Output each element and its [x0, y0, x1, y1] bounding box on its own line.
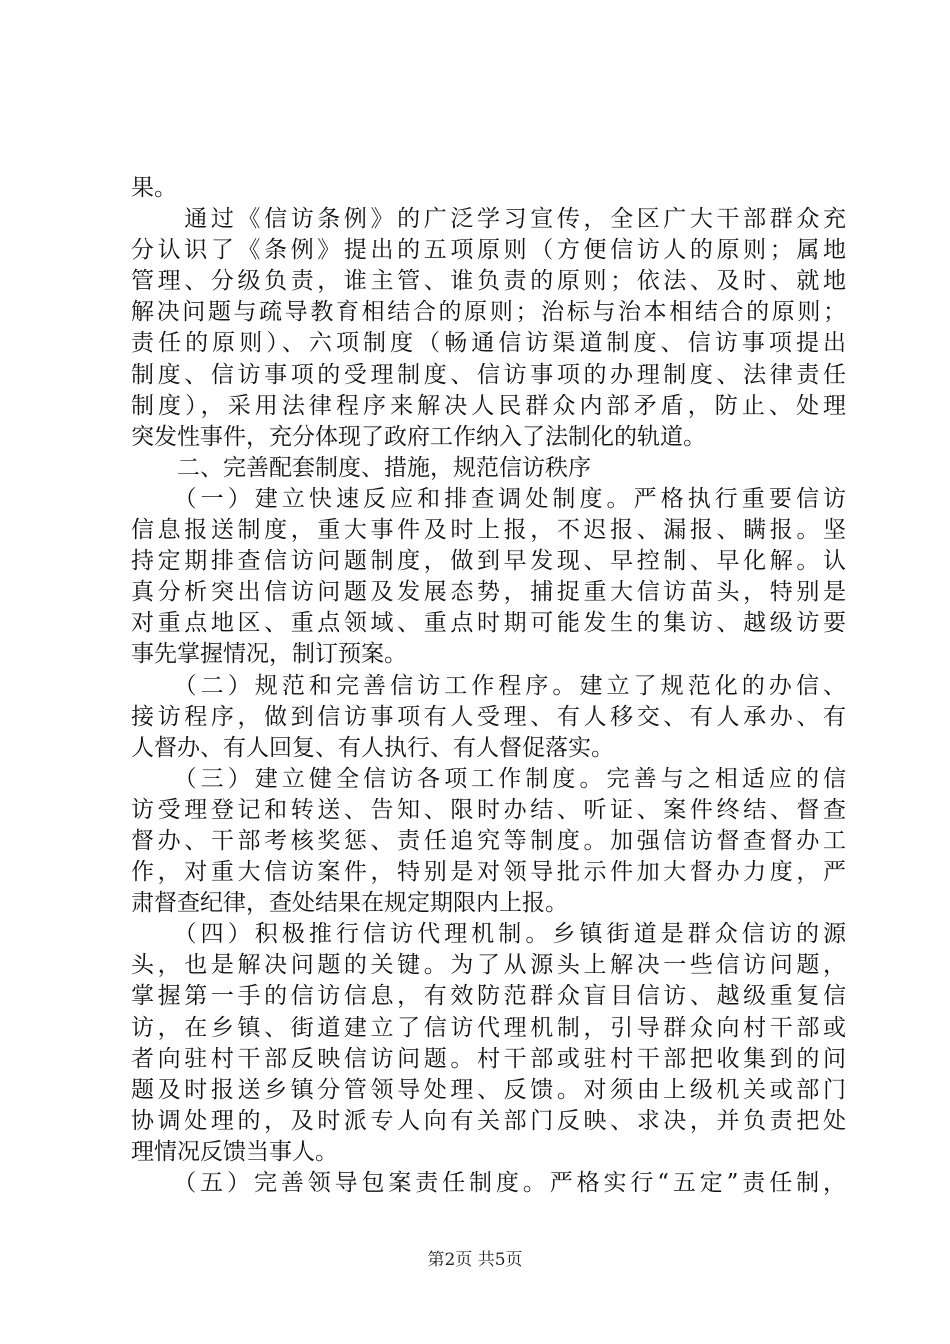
text-line: （一）建立快速反应和排查调处制度。严格执行重要信访 [131, 485, 846, 512]
text-line: 掌握第一手的信访信息，有效防范群众盲目信访、越级重复信 [131, 983, 846, 1010]
text-line: 二、完善配套制度、措施，规范信访秩序 [131, 454, 591, 481]
text-line: 接访程序，做到信访事项有人受理、有人移交、有人承办、有 [131, 703, 846, 730]
text-line: 真分析突出信访问题及发展态势，捕捉重大信访苗头，特别是 [131, 579, 846, 606]
text-line: 责任的原则）、六项制度（畅通信访渠道制度、信访事项提出 [131, 330, 846, 357]
text-line: 头，也是解决问题的关键。为了从源头上解决一些信访问题， [131, 952, 846, 979]
text-line: 肃督查纪律，查处结果在规定期限内上报。 [131, 890, 568, 917]
text-line: 分认识了《条例》提出的五项原则（方便信访人的原则；属地 [131, 237, 846, 264]
text-line: 访受理登记和转送、告知、限时办结、听证、案件终结、督查 [131, 796, 846, 823]
text-line: 突发性事件，充分体现了政府工作纳入了法制化的轨道。 [131, 423, 706, 450]
text-line: 人督办、有人回复、有人执行、有人督促落实。 [131, 734, 614, 761]
text-line: （五）完善领导包案责任制度。严格实行“五定”责任制， [131, 1170, 846, 1196]
text-line: 管理、分级负责，谁主管、谁负责的原则；依法、及时、就地 [131, 268, 846, 295]
text-line: 作，对重大信访案件，特别是对领导批示件加大督办力度，严 [131, 859, 846, 886]
text-line: 协调处理的，及时派专人向有关部门反映、求决，并负责把处 [131, 1107, 846, 1134]
text-line: 持定期排查信访问题制度，做到早发现、早控制、早化解。认 [131, 548, 846, 575]
text-line: 通过《信访条例》的广泛学习宣传，全区广大干部群众充 [131, 206, 846, 233]
text-line: 理情况反馈当事人。 [131, 1138, 338, 1165]
text-line: 督办、干部考核奖惩、责任追究等制度。加强信访督查督办工 [131, 827, 846, 854]
text-line: 解决问题与疏导教育相结合的原则；治标与治本相结合的原则； [131, 299, 846, 326]
document-body [131, 173, 846, 1199]
text-line: 事先掌握情况，制订预案。 [131, 641, 407, 668]
text-line: 制度），采用法律程序来解决人民群众内部矛盾，防止、处理 [131, 392, 846, 419]
text-line: 果。 [131, 175, 177, 201]
text-line: （三）建立健全信访各项工作制度。完善与之相适应的信 [131, 765, 846, 792]
text-line: 信息报送制度，重大事件及时上报，不迟报、漏报、瞒报。坚 [131, 517, 846, 544]
text-line: 制度、信访事项的受理制度、信访事项的办理制度、法律责任 [131, 361, 846, 388]
text-line: 者向驻村干部反映信访问题。村干部或驻村干部把收集到的问 [131, 1045, 846, 1072]
text-line: （四）积极推行信访代理机制。乡镇街道是群众信访的源 [131, 921, 846, 948]
text-line: 对重点地区、重点领域、重点时期可能发生的集访、越级访要 [131, 610, 846, 637]
text-line: 访，在乡镇、街道建立了信访代理机制，引导群众向村干部或 [131, 1014, 846, 1041]
text-line: （二）规范和完善信访工作程序。建立了规范化的办信、 [131, 672, 846, 699]
text-line: 题及时报送乡镇分管领导处理、反馈。对须由上级机关或部门 [131, 1076, 846, 1103]
page-footer: 第2页 共5页 [427, 1250, 523, 1270]
